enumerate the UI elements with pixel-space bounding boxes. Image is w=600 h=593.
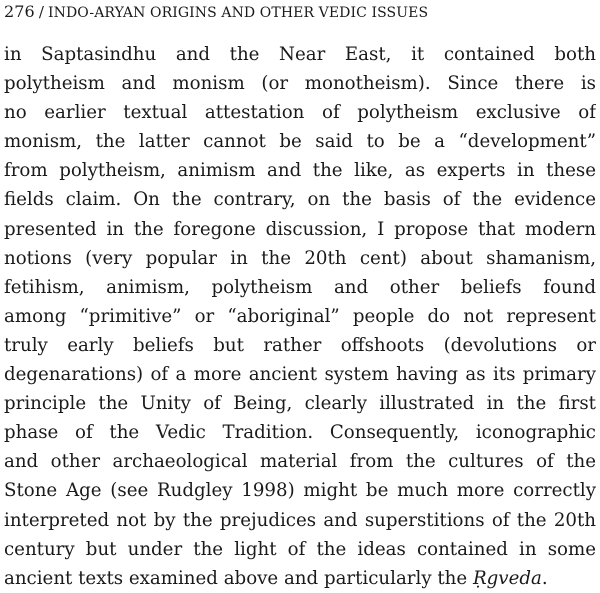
final-period: .: [541, 567, 548, 589]
text-line: and other archaeological material from the cultures of the: [4, 451, 596, 473]
text-line: fields claim. On the contrary, on the basis of the evidence: [4, 189, 596, 211]
text-line: interpreted not by the prejudices and superstitions of the 20th: [4, 509, 596, 531]
running-title: INDO-ARYAN ORIGINS AND OTHER VEDIC ISSUES: [48, 5, 429, 21]
text-line: no earlier textual attestation of polytheism exclusive of: [4, 102, 596, 124]
text-line: monism, the latter cannot be said to be a “development”: [4, 131, 596, 153]
text-line: century but under the light of the ideas contained in some: [4, 538, 596, 560]
text-line: truly early beliefs but rather offshoots (devolutions or: [4, 334, 596, 356]
text-line: fetihism, animism, polytheism and other beliefs found: [4, 276, 596, 298]
rgveda-title: Ṛgveda: [472, 567, 542, 589]
text-line: phase of the Vedic Tradition. Consequently, iconographic: [4, 422, 596, 444]
text-line-last: [4, 564, 596, 593]
running-header: [4, 2, 428, 23]
text-line: Stone Age (see Rudgley 1998) might be much more correctly: [4, 480, 596, 502]
text-line: principle the Unity of Being, clearly illustrated in the first: [4, 393, 596, 415]
text-line: polytheism and monism (or monotheism). Since there is: [4, 73, 596, 95]
body-paragraph: [4, 40, 596, 593]
text-line: in Saptasindhu and the Near East, it contained both: [4, 44, 596, 65]
text-line: presented in the foregone discussion, I propose that modern: [4, 218, 596, 240]
last-line-text: ancient texts examined above and particularly the: [4, 567, 473, 589]
text-line: from polytheism, animism and the like, as experts in these: [4, 160, 596, 182]
page-number: 276: [4, 2, 35, 21]
header-separator: /: [38, 3, 44, 21]
text-line: among “primitive” or “aboriginal” people do not represent: [4, 305, 596, 327]
text-line: notions (very popular in the 20th cent) about shamanism,: [4, 247, 596, 269]
text-line: degenarations) of a more ancient system having as its primary: [4, 364, 596, 386]
